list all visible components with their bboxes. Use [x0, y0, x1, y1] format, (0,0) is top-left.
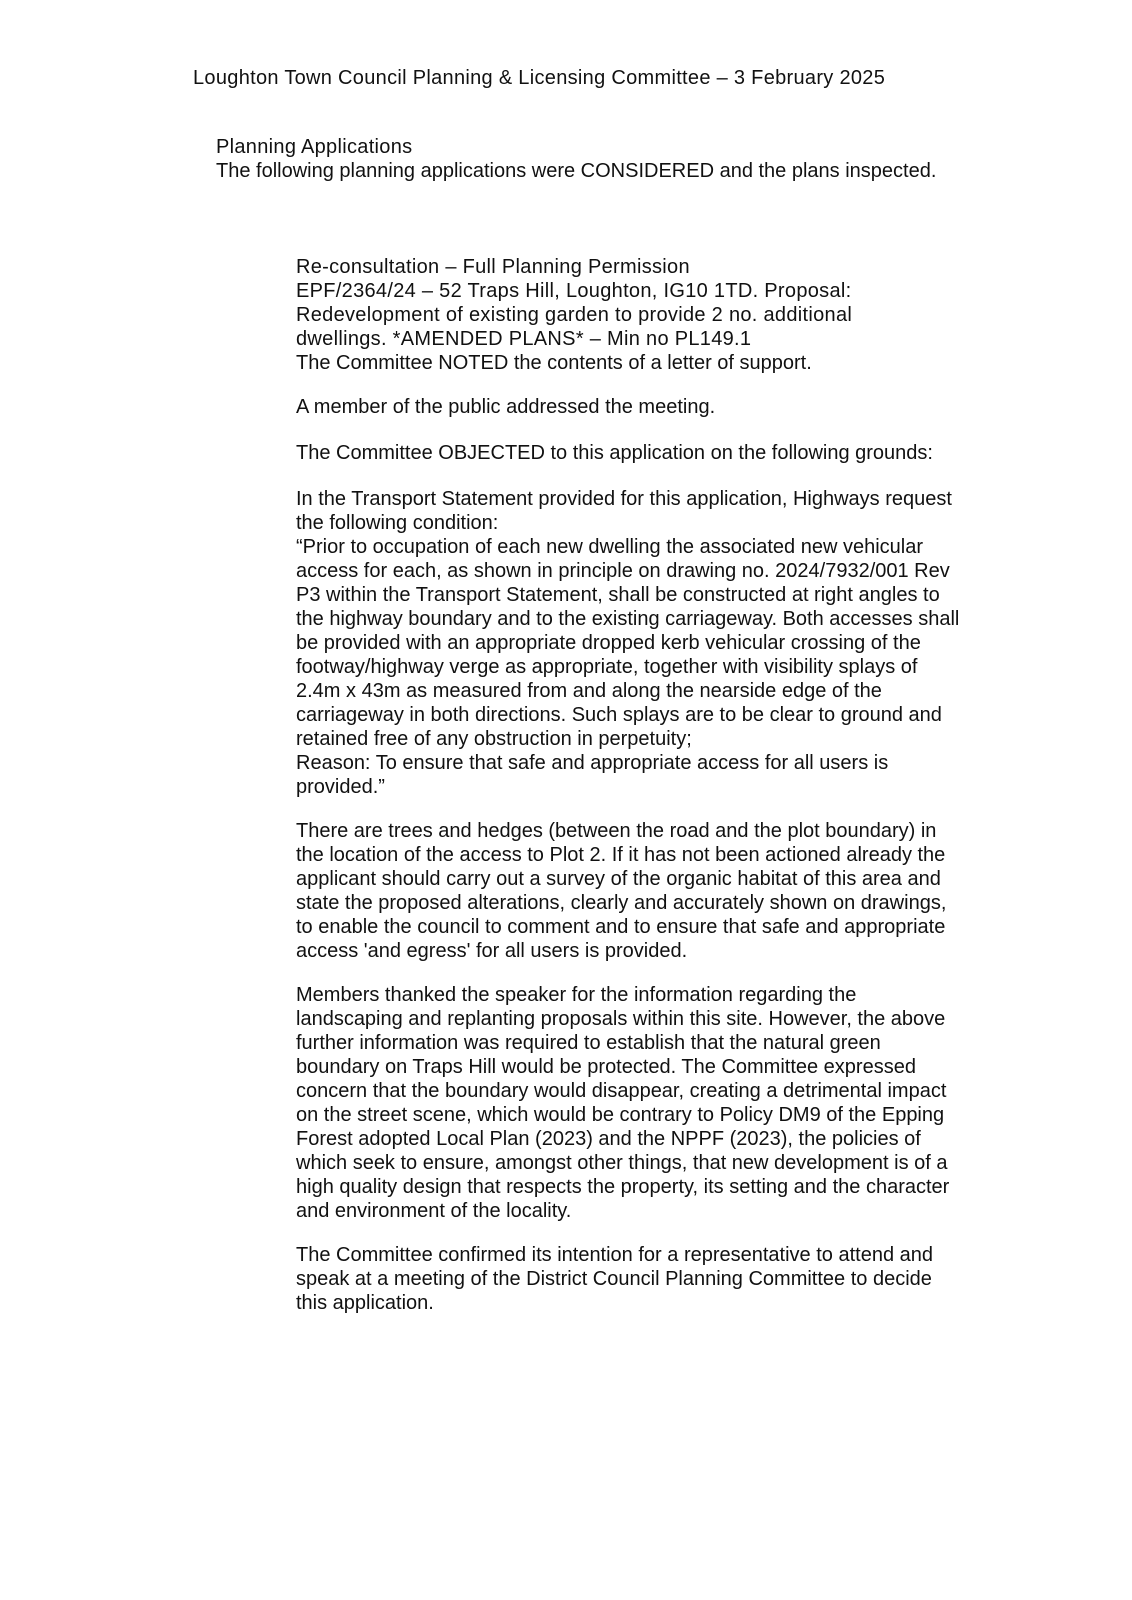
paragraph-line: footway/highway verge as appropriate, together with visibility splays of	[296, 656, 918, 678]
paragraph-line: The Committee confirmed its intention for a representative to attend and	[296, 1244, 934, 1266]
noted-statement: The Committee NOTED the contents of a letter of support.	[296, 352, 812, 374]
paragraph-line: boundary on Traps Hill would be protected. The Committee expressed	[296, 1056, 916, 1078]
paragraph-line: Forest adopted Local Plan (2023) and the NPPF (2023), the policies of	[296, 1128, 921, 1150]
paragraph-line: on the street scene, which would be contrary to Policy DM9 of the Epping	[296, 1104, 945, 1126]
heading-line: Re-consultation – Full Planning Permission	[296, 256, 690, 278]
application-item	[296, 255, 996, 1315]
heading-line: dwellings. *AMENDED PLANS* – Min no PL149.1	[296, 328, 752, 350]
paragraph-line: The Committee OBJECTED to this application on the following grounds:	[296, 442, 933, 464]
paragraph-line: the location of the access to Plot 2. If it has not been actioned already the	[296, 844, 946, 866]
paragraph-line: Reason: To ensure that safe and appropriate access for all users is	[296, 752, 889, 774]
trees-hedges-paragraph	[296, 819, 996, 963]
paragraph-line: and environment of the locality.	[296, 1200, 572, 1222]
planning-applications-section	[216, 135, 936, 183]
paragraph-line: access 'and egress' for all users is provided.	[296, 940, 688, 962]
paragraph-line: speak at a meeting of the District Council Planning Committee to decide	[296, 1268, 932, 1290]
paragraph-line: carriageway in both directions. Such splays are to be clear to ground and	[296, 704, 942, 726]
paragraph-line: 2.4m x 43m as measured from and along the nearside edge of the	[296, 680, 882, 702]
paragraph-line: “Prior to occupation of each new dwelling the associated new vehicular	[296, 536, 924, 558]
paragraph-line: access for each, as shown in principle on drawing no. 2024/7932/001 Rev	[296, 560, 950, 582]
section-intro: The following planning applications were CONSIDERED and the plans inspected.	[216, 160, 937, 182]
paragraph-line: further information was required to establish that the natural green	[296, 1032, 881, 1054]
paragraph-line: landscaping and replanting proposals within this site. However, the above	[296, 1008, 946, 1030]
public-paragraph	[296, 395, 996, 419]
paragraph-line: In the Transport Statement provided for this application, Highways request	[296, 488, 952, 510]
heading-line: Redevelopment of existing garden to provide 2 no. additional	[296, 304, 853, 326]
paragraph-line: provided.”	[296, 776, 385, 798]
paragraph-line: this application.	[296, 1292, 434, 1314]
paragraph-line: concern that the boundary would disappear, creating a detrimental impact	[296, 1080, 947, 1102]
paragraph-line: There are trees and hedges (between the road and the plot boundary) in	[296, 820, 937, 842]
paragraph-line: retained free of any obstruction in perpetuity;	[296, 728, 692, 750]
objected-paragraph	[296, 441, 996, 465]
transport-condition-paragraph	[296, 487, 996, 799]
page-header: Loughton Town Council Planning & Licensing Committee – 3 February 2025	[193, 67, 886, 89]
section-title: Planning Applications	[216, 136, 413, 158]
heading-line: EPF/2364/24 – 52 Traps Hill, Loughton, IG10 1TD. Proposal:	[296, 280, 852, 302]
paragraph-line: the highway boundary and to the existing carriageway. Both accesses shall	[296, 608, 960, 630]
paragraph-line: A member of the public addressed the meeting.	[296, 396, 716, 418]
confirmed-paragraph	[296, 1243, 996, 1315]
application-heading	[296, 255, 996, 375]
members-paragraph	[296, 983, 996, 1223]
paragraph-line: state the proposed alterations, clearly and accurately shown on drawings,	[296, 892, 947, 914]
paragraph-line: which seek to ensure, amongst other things, that new development is of a	[296, 1152, 948, 1174]
paragraph-line: be provided with an appropriate dropped kerb vehicular crossing of the	[296, 632, 921, 654]
paragraph-line: the following condition:	[296, 512, 499, 534]
paragraph-line: Members thanked the speaker for the information regarding the	[296, 984, 857, 1006]
paragraph-line: high quality design that respects the property, its setting and the character	[296, 1176, 950, 1198]
paragraph-line: to enable the council to comment and to ensure that safe and appropriate	[296, 916, 946, 938]
paragraph-line: applicant should carry out a survey of the organic habitat of this area and	[296, 868, 941, 890]
paragraph-line: P3 within the Transport Statement, shall be constructed at right angles to	[296, 584, 940, 606]
